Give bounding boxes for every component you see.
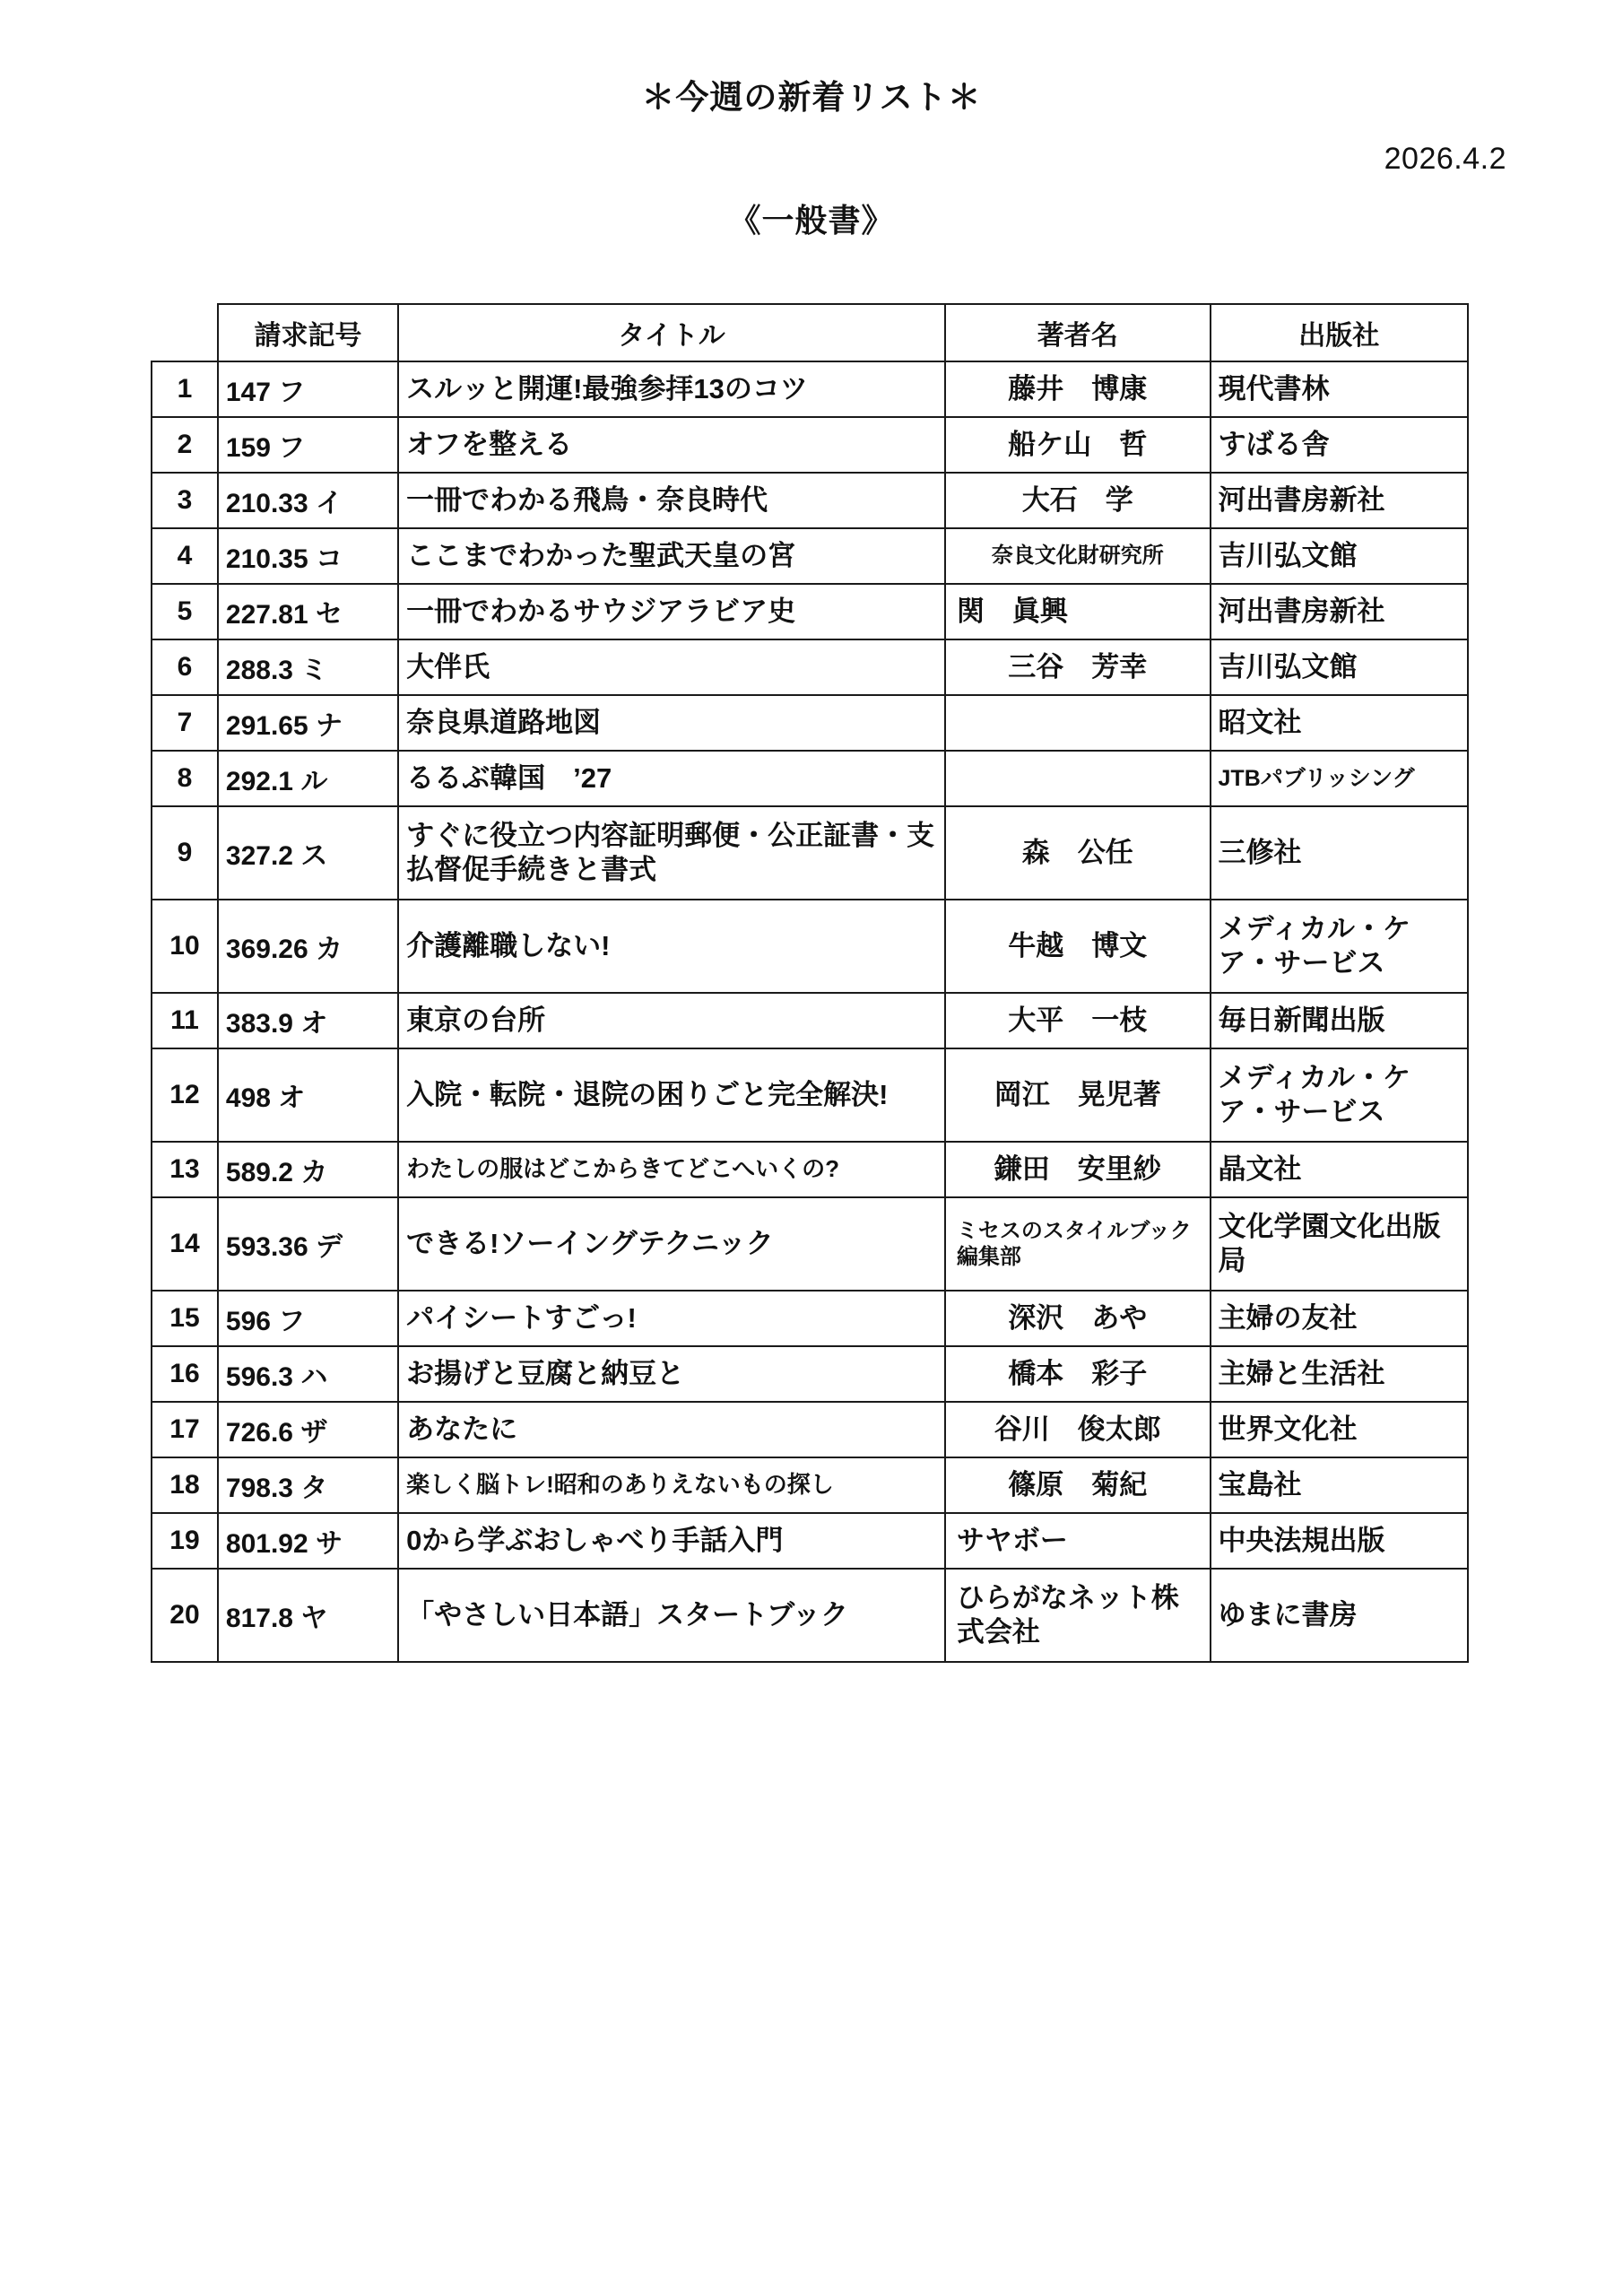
table-row [152,806,1468,900]
book-publisher: メディカル・ケア・サービス [1211,1048,1468,1142]
book-publisher: 主婦の友社 [1211,1291,1468,1346]
row-number: 13 [152,1142,218,1197]
row-number: 16 [152,1346,218,1402]
book-title: オフを整える [398,417,945,473]
row-number: 7 [152,695,218,751]
row-number: 19 [152,1513,218,1569]
table-row [152,993,1468,1048]
column-header-publisher: 出版社 [1211,304,1468,361]
row-number: 17 [152,1402,218,1457]
book-author: 篠原 菊紀 [945,1457,1211,1513]
book-title: 介護離職しない! [398,900,945,993]
book-title: わたしの服はどこからきてどこへいくの? [398,1142,945,1197]
column-header-title: タイトル [398,304,945,361]
table-header-row [152,304,1468,361]
call-number: 593.36 デ [218,1197,398,1291]
row-number: 12 [152,1048,218,1142]
book-title: ここまでわかった聖武天皇の宮 [398,528,945,584]
book-publisher: すばる舎 [1211,417,1468,473]
book-publisher: 晶文社 [1211,1142,1468,1197]
book-publisher: 世界文化社 [1211,1402,1468,1457]
row-number: 2 [152,417,218,473]
book-author: 橋本 彩子 [945,1346,1211,1402]
call-number: 159 フ [218,417,398,473]
book-publisher: 毎日新聞出版 [1211,993,1468,1048]
book-title: 一冊でわかるサウジアラビア史 [398,584,945,639]
book-publisher: 現代書林 [1211,361,1468,417]
booklist-table-container [151,303,1469,1663]
book-title: るるぶ韓国 ’27 [398,751,945,806]
book-author: 大石 学 [945,473,1211,528]
book-publisher: 河出書房新社 [1211,584,1468,639]
row-number: 10 [152,900,218,993]
book-author: 森 公任 [945,806,1211,900]
book-author: 牛越 博文 [945,900,1211,993]
table-row [152,1457,1468,1513]
table-row [152,695,1468,751]
row-number: 18 [152,1457,218,1513]
book-title: 東京の台所 [398,993,945,1048]
book-publisher: 三修社 [1211,806,1468,900]
call-number: 291.65 ナ [218,695,398,751]
book-author: 船ケ山 哲 [945,417,1211,473]
call-number: 726.6 ザ [218,1402,398,1457]
call-number: 817.8 ヤ [218,1569,398,1662]
book-publisher: 昭文社 [1211,695,1468,751]
table-row [152,1291,1468,1346]
table-row [152,1142,1468,1197]
call-number: 327.2 ス [218,806,398,900]
table-row [152,473,1468,528]
table-row [152,1048,1468,1142]
book-author: 鎌田 安里紗 [945,1142,1211,1197]
book-title: お揚げと豆腐と納豆と [398,1346,945,1402]
call-number: 292.1 ル [218,751,398,806]
book-author [945,751,1211,806]
row-number: 15 [152,1291,218,1346]
book-author: 岡江 晃児著 [945,1048,1211,1142]
call-number: 596 フ [218,1291,398,1346]
book-title: 奈良県道路地図 [398,695,945,751]
book-title: 大伴氏 [398,639,945,695]
book-author: 三谷 芳幸 [945,639,1211,695]
table-row [152,639,1468,695]
book-publisher: 吉川弘文館 [1211,639,1468,695]
book-title: 楽しく脳トレ!昭和のありえないもの探し [398,1457,945,1513]
book-title: あなたに [398,1402,945,1457]
book-title: 一冊でわかる飛鳥・奈良時代 [398,473,945,528]
book-publisher: 主婦と生活社 [1211,1346,1468,1402]
call-number: 147 フ [218,361,398,417]
book-author: サヤボー [945,1513,1211,1569]
book-title: スルッと開運!最強参拝13のコツ [398,361,945,417]
table-row [152,751,1468,806]
document-date: 2026.4.2 [1384,142,1506,176]
book-author [945,695,1211,751]
book-author: 関 眞興 [945,584,1211,639]
book-title: 「やさしい日本語」スタートブック [398,1569,945,1662]
row-number: 3 [152,473,218,528]
book-title: すぐに役立つ内容証明郵便・公正証書・支払督促手続きと書式 [398,806,945,900]
book-author: 深沢 あや [945,1291,1211,1346]
column-header-no [152,304,218,361]
row-number: 6 [152,639,218,695]
call-number: 369.26 カ [218,900,398,993]
table-row [152,417,1468,473]
call-number: 798.3 タ [218,1457,398,1513]
table-row [152,584,1468,639]
book-title: 0から学ぶおしゃべり手話入門 [398,1513,945,1569]
row-number: 14 [152,1197,218,1291]
column-header-author: 著者名 [945,304,1211,361]
booklist-table [151,303,1469,1663]
book-author: 奈良文化財研究所 [945,528,1211,584]
call-number: 589.2 カ [218,1142,398,1197]
book-title: 入院・転院・退院の困りごと完全解決! [398,1048,945,1142]
row-number: 4 [152,528,218,584]
book-publisher: 吉川弘文館 [1211,528,1468,584]
call-number: 288.3 ミ [218,639,398,695]
book-publisher: メディカル・ケア・サービス [1211,900,1468,993]
book-author: 大平 一枝 [945,993,1211,1048]
book-publisher: 河出書房新社 [1211,473,1468,528]
book-author: ミセスのスタイルブック編集部 [945,1197,1211,1291]
book-author: 谷川 俊太郎 [945,1402,1211,1457]
book-title: できる!ソーイングテクニック [398,1197,945,1291]
row-number: 8 [152,751,218,806]
table-row [152,528,1468,584]
book-publisher: JTBパブリッシング [1211,751,1468,806]
table-row [152,1513,1468,1569]
call-number: 210.35 コ [218,528,398,584]
book-title: パイシートすごっ! [398,1291,945,1346]
call-number: 210.33 イ [218,473,398,528]
book-publisher: ゆまに書房 [1211,1569,1468,1662]
book-author: 藤井 博康 [945,361,1211,417]
call-number: 596.3 ハ [218,1346,398,1402]
book-author: ひらがなネット株式会社 [945,1569,1211,1662]
table-row [152,1569,1468,1662]
column-header-call-number: 請求記号 [218,304,398,361]
book-publisher: 宝島社 [1211,1457,1468,1513]
call-number: 227.81 セ [218,584,398,639]
row-number: 9 [152,806,218,900]
table-row [152,1197,1468,1291]
table-row [152,1402,1468,1457]
table-row [152,900,1468,993]
page-title: ＊今週の新着リスト＊ [641,79,982,116]
row-number: 11 [152,993,218,1048]
section-subtitle: 《一般書》 [728,202,895,239]
call-number: 383.9 オ [218,993,398,1048]
table-row [152,361,1468,417]
table-row [152,1346,1468,1402]
book-publisher: 中央法規出版 [1211,1513,1468,1569]
call-number: 498 オ [218,1048,398,1142]
row-number: 5 [152,584,218,639]
row-number: 1 [152,361,218,417]
call-number: 801.92 サ [218,1513,398,1569]
book-publisher: 文化学園文化出版局 [1211,1197,1468,1291]
row-number: 20 [152,1569,218,1662]
